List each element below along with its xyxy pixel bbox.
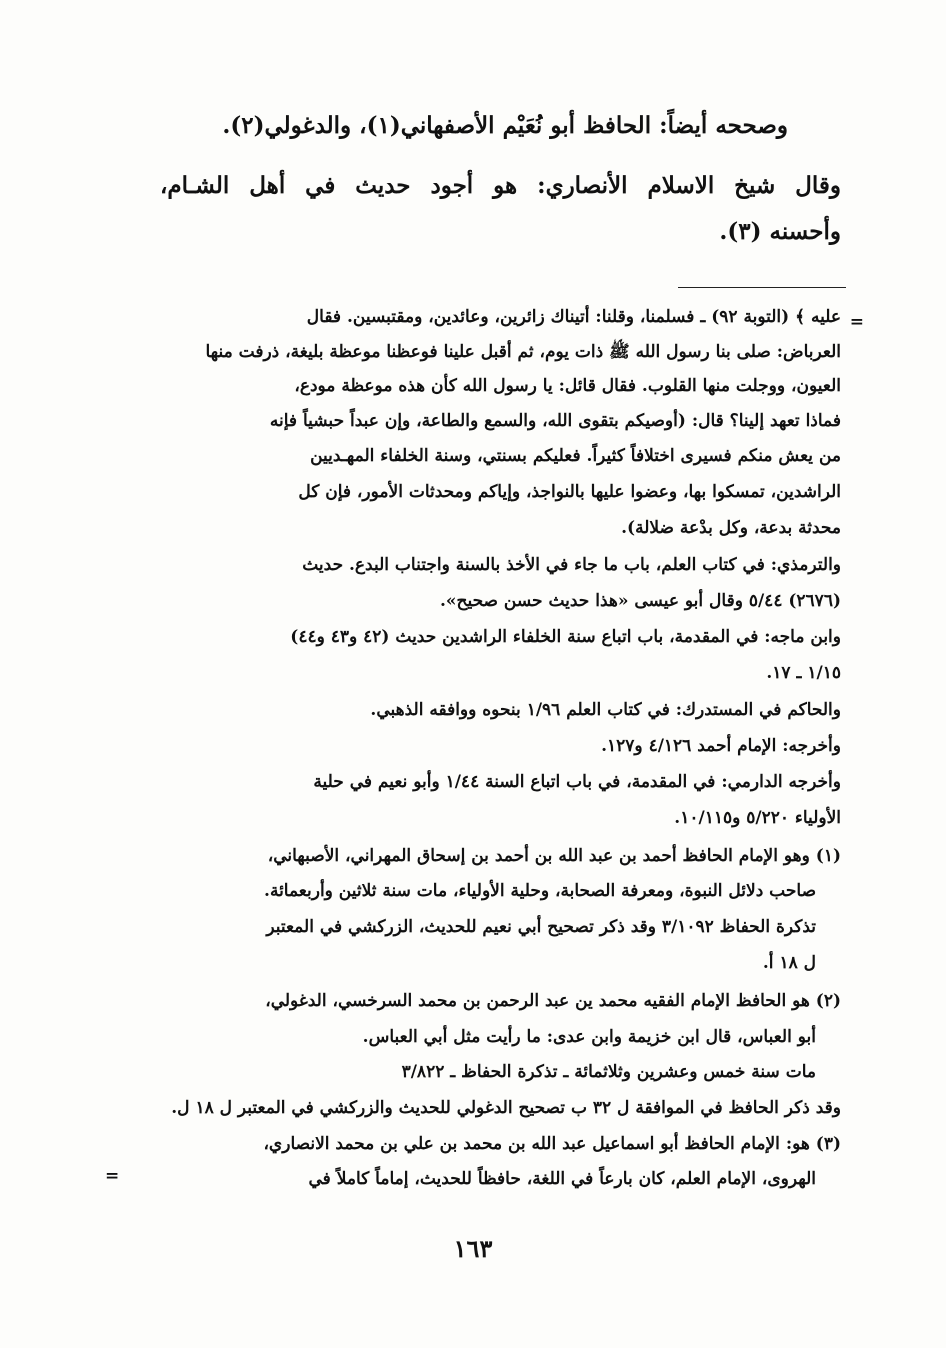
- footnote-line: محدثة بدعة، وكل بدْعة ضلالة).: [621, 518, 841, 538]
- footnote-line: والحاكم في المستدرك: في كتاب العلم ١/٩٦ بنحوه ووافقه الذهبي.: [370, 700, 841, 720]
- footnote-line: والترمذي: في كتاب العلم، باب ما جاء في الأخذ بالسنة واجتناب البدع. حديث: [302, 555, 841, 575]
- footnote-line: من يعش منكم فسيرى اختلافاً كثيراً. فعليكم بسنتي، وسنة الخلفاء المهـديين: [310, 446, 841, 466]
- footnote-line: عليه ﴾ (التوبة ٩٢) ـ فسلمنا، وقلنا: أتيناك زائرين، وعائدين، ومقتبسين. فقال: [306, 307, 841, 327]
- footnote-2: (٢) هو الحافظ الإمام الفقيه محمد ين عبد الرحمن بن محمد السرخسي، الدغولي،: [265, 991, 841, 1011]
- footnote-line: وأخرجه الدارمي: في المقدمة، في باب اتباع السنة ١/٤٤ وأبو نعيم في حلية: [313, 772, 841, 792]
- footnote-line: أبو العباس، قال ابن خزيمة وابن عدى: ما رأيت مثل أبي العباس.: [362, 1027, 816, 1047]
- footnote-line: العرباض: صلى بنا رسول الله ﷺ ذات يوم، ثم أقبل علينا فوعظنا موعظة بليغة، ذرفت منها: [205, 342, 841, 362]
- footnote-3: (٣) هو: الإمام الحافظ أبو اسماعيل عبد الله بن محمد بن علي بن محمد الانصاري،: [263, 1134, 841, 1154]
- footnote-line: الأولياء ٥/٢٢٠ و١٠/١١٥.: [674, 808, 841, 828]
- footnote-line: الهروى، الإمام العلم، كان بارعاً في اللغة، حافظاً للحديث، إماماً كاملاً في: [308, 1169, 816, 1189]
- footnote-line: فماذا تعهد إلينا؟ قال: (أوصيكم بتقوى الله، والسمع والطاعة، وإن عبداً حبشياً فإنه: [269, 411, 841, 431]
- body-line: وصححه أيضاً: الحافظ أبو نُعَيْم الأصفهاني(١)، والدغولي(٢).: [222, 112, 788, 139]
- footnote-separator: [678, 287, 846, 288]
- footnote-line: وأخرجه: الإمام أحمد ٤/١٢٦ و١٢٧.: [601, 736, 841, 756]
- footnote-line: (٢٦٧٦) ٥/٤٤ وقال أبو عيسى «هذا حديث حسن صحيح».: [439, 591, 841, 611]
- footnote-line: تذكرة الحفاظ ٣/١٠٩٢ وقد ذكر تصحيح أبي نعيم للحديث، الزركشي في المعتبر: [266, 917, 816, 937]
- footnote-line: العيون، ووجلت منها القلوب. فقال قائل: يا رسول الله كأن هذه موعظة مودع،: [294, 376, 841, 396]
- footnote-line: ١/١٥ ـ ١٧.: [766, 663, 841, 683]
- body-line: وأحسنه (٣).: [719, 218, 841, 245]
- footnote-1: (١) وهو الإمام الحافظ أحمد بن عبد الله بن أحمد بن إسحاق المهراني، الأصبهاني،: [267, 846, 841, 866]
- footnote-line: صاحب دلائل النبوة، ومعرفة الصحابة، وحلية الأولياء، مات سنة ثلاثين وأربعمائة.: [264, 881, 816, 901]
- continuation-mark-bottom: =: [105, 1166, 120, 1186]
- page-number: ١٦٣: [453, 1234, 493, 1263]
- footnote-line: مات سنة خمس وعشرين وثلاثمائة ـ تذكرة الحفاظ ـ ٣/٨٢٢: [401, 1062, 816, 1082]
- footnote-line: وابن ماجه: في المقدمة، باب اتباع سنة الخلفاء الراشدين حديث (٤٢ و٤٣ و٤٤): [290, 627, 841, 647]
- footnote-line: الراشدين، تمسكوا بها، وعضوا عليها بالنواجذ، وإياكم ومحدثات الأمور، فإن كل: [298, 482, 841, 502]
- footnote-line: وقد ذكر الحافظ في الموافقة ل ٣٢ ب تصحيح الدغولي للحديث والزركشي في المعتبر ل ١٨ ل.: [171, 1098, 841, 1118]
- body-line: وقال شيخ الاسلام الأنصاري: هو أجود حديث في أهل الشـام،: [160, 172, 841, 199]
- footnote-line: ل ١٨ أ.: [762, 953, 816, 973]
- continuation-mark-top: =: [849, 312, 864, 332]
